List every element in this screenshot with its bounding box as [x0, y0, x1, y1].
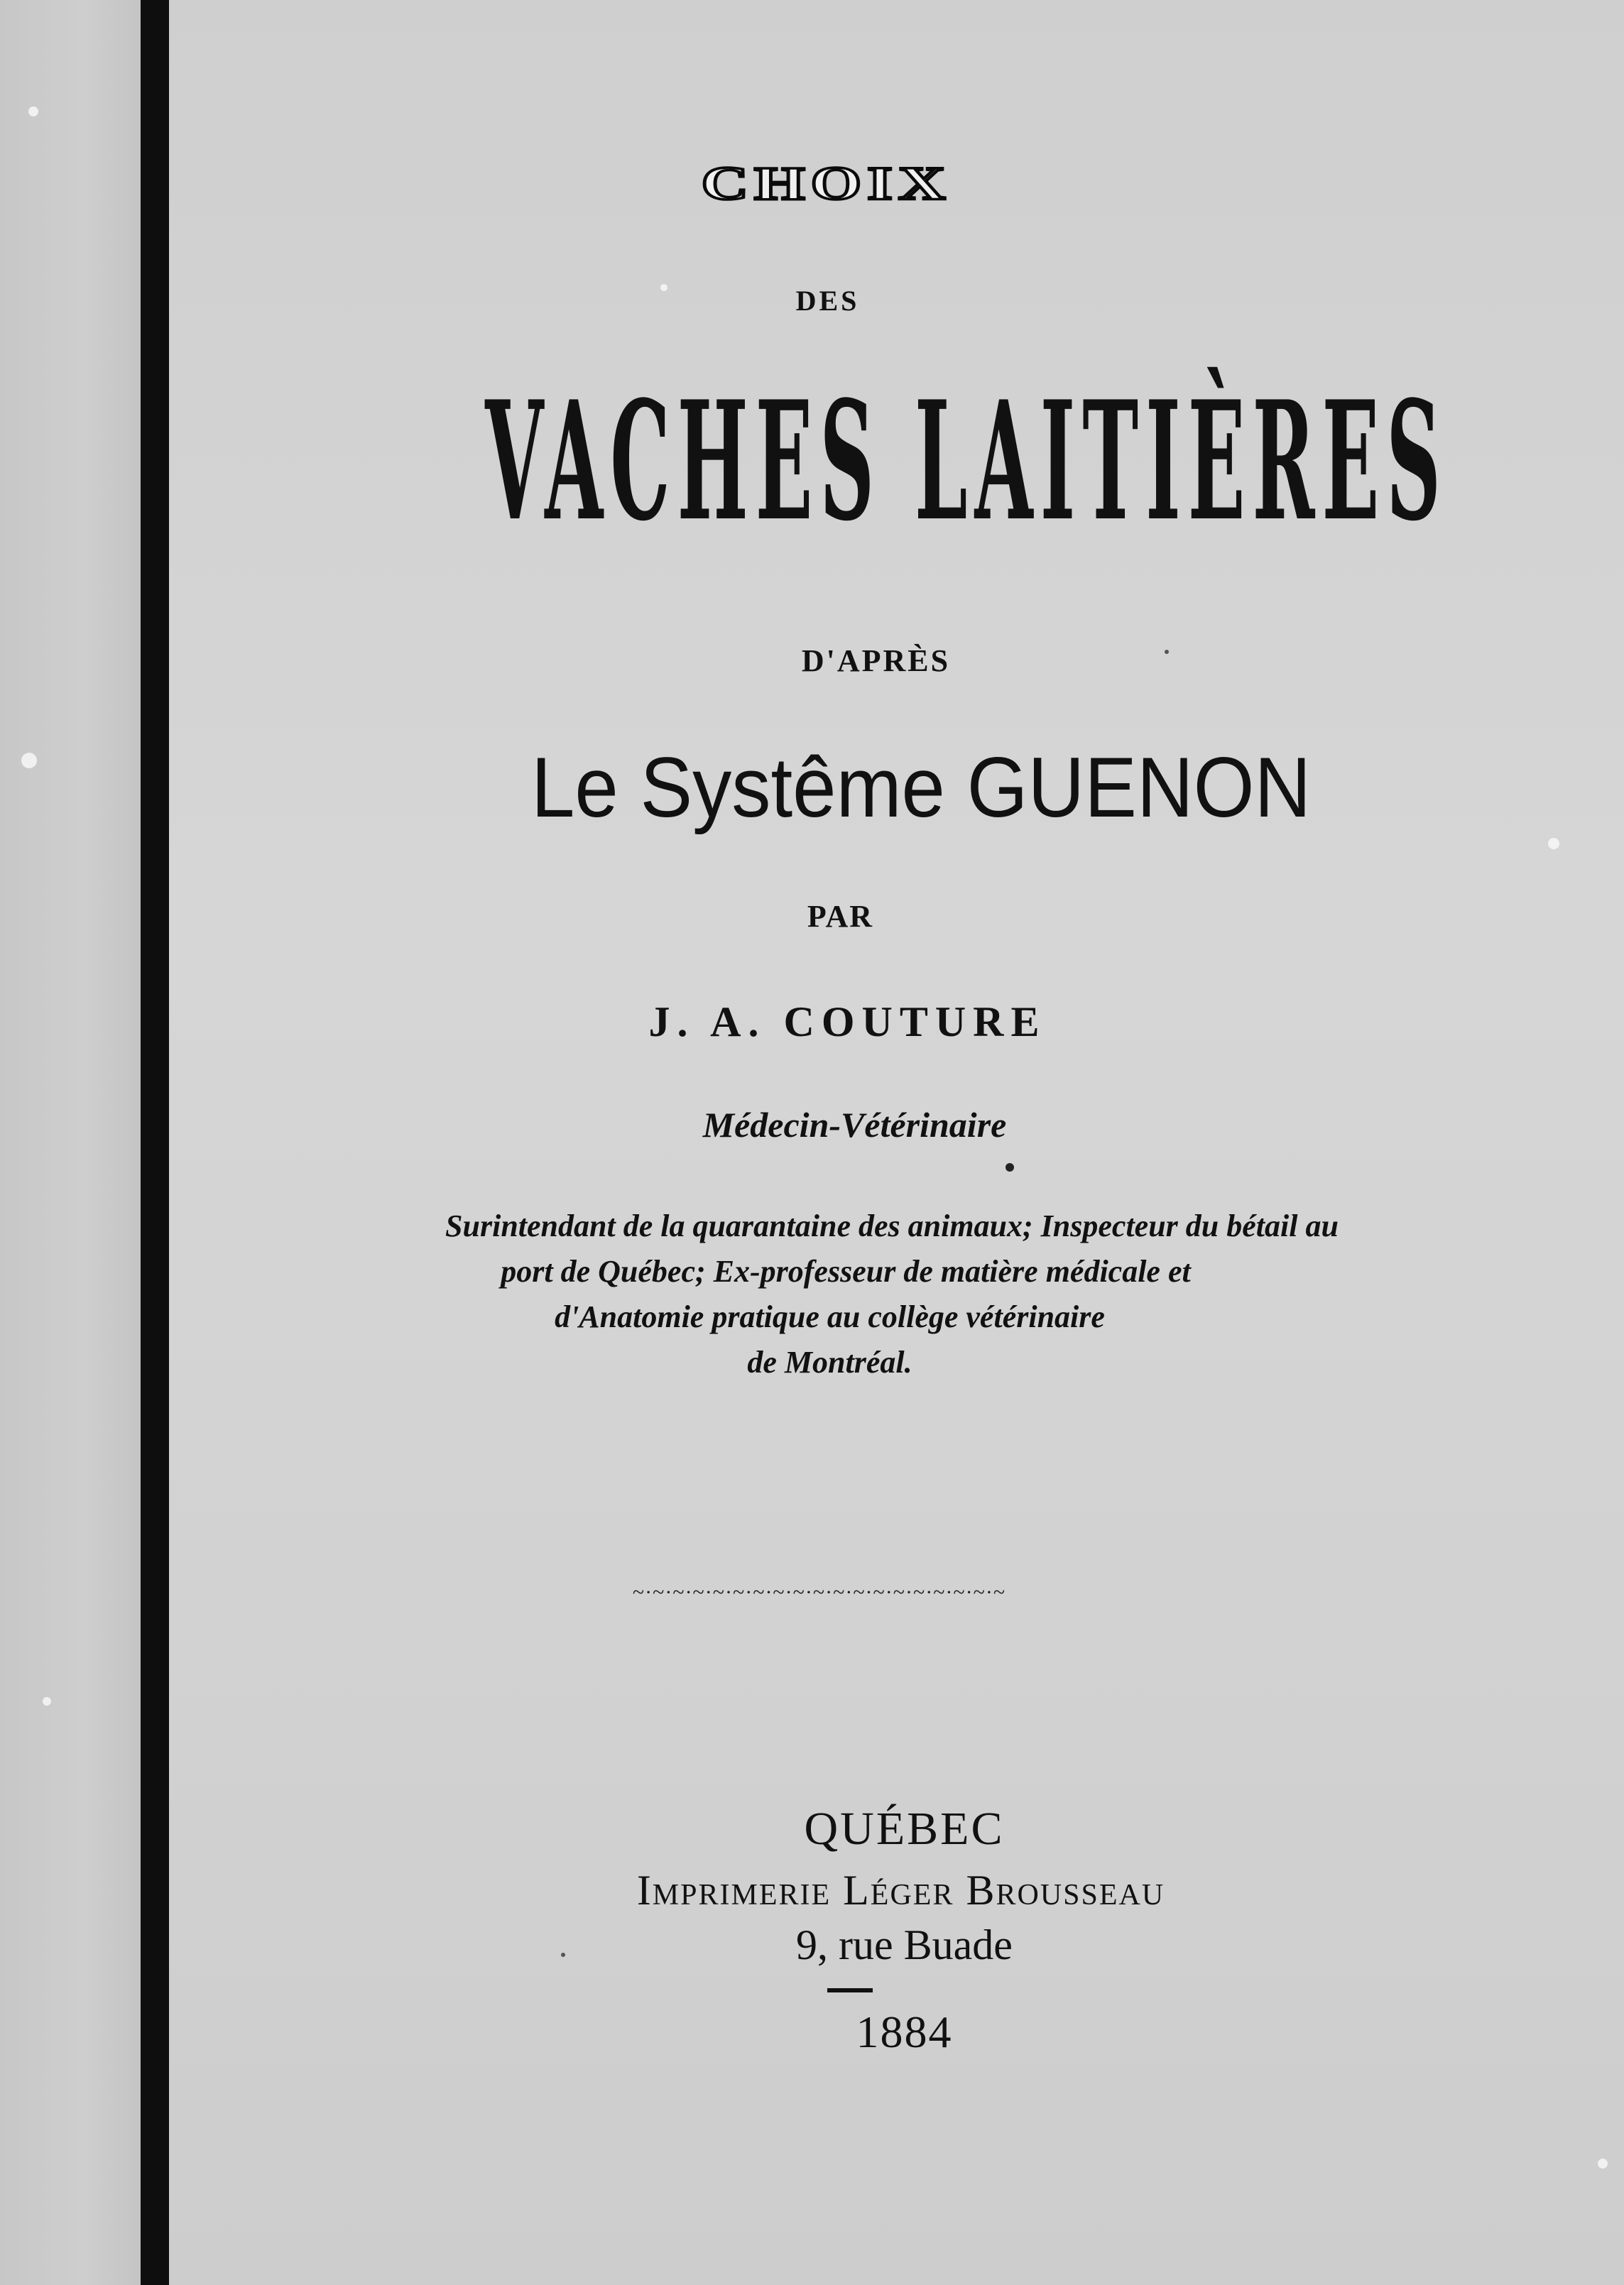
author-name: J. A. COUTURE	[648, 998, 1047, 1045]
paper-speck	[43, 1697, 51, 1706]
paper-speck	[28, 107, 38, 116]
subtitle-systeme: Le Systême GUENON	[531, 740, 1312, 835]
bullet-ornament	[1006, 1163, 1014, 1172]
paper-speck	[1548, 838, 1559, 849]
main-title: VACHES LAITIÈRES	[485, 366, 1448, 557]
imprint-year: 1884	[856, 2007, 953, 2057]
credentials-line: d'Anatomie pratique au collège vétérinaire	[555, 1299, 1105, 1334]
credentials-line: Surintendant de la quarantaine des animaux; Inspecteur du bétail au	[445, 1209, 1339, 1243]
title-choix: CHOIX	[701, 157, 952, 209]
imprint-rule	[827, 1988, 873, 1992]
author-credentials	[0, 1204, 1624, 1385]
imprint-printer: Imprimerie Léger Brousseau	[636, 1867, 1165, 1914]
byline-par: PAR	[807, 899, 874, 934]
title-dapres: D'APRÈS	[801, 643, 951, 678]
paper-speck	[21, 753, 37, 768]
credentials-line: de Montréal.	[747, 1345, 912, 1380]
author-profession: Médecin-Vétérinaire	[702, 1105, 1007, 1145]
title-des: DES	[795, 285, 860, 317]
paper-speck	[1598, 2159, 1608, 2169]
imprint-city: QUÉBEC	[804, 1803, 1005, 1855]
decorative-rule: ~·~·~·~·~·~·~·~·~·~·~·~·~·~·~·~·~·~·~	[632, 1581, 1006, 1604]
imprint-address: 9, rue Buade	[796, 1921, 1013, 1968]
credentials-line: port de Québec; Ex-professeur de matière médicale et	[501, 1254, 1191, 1289]
